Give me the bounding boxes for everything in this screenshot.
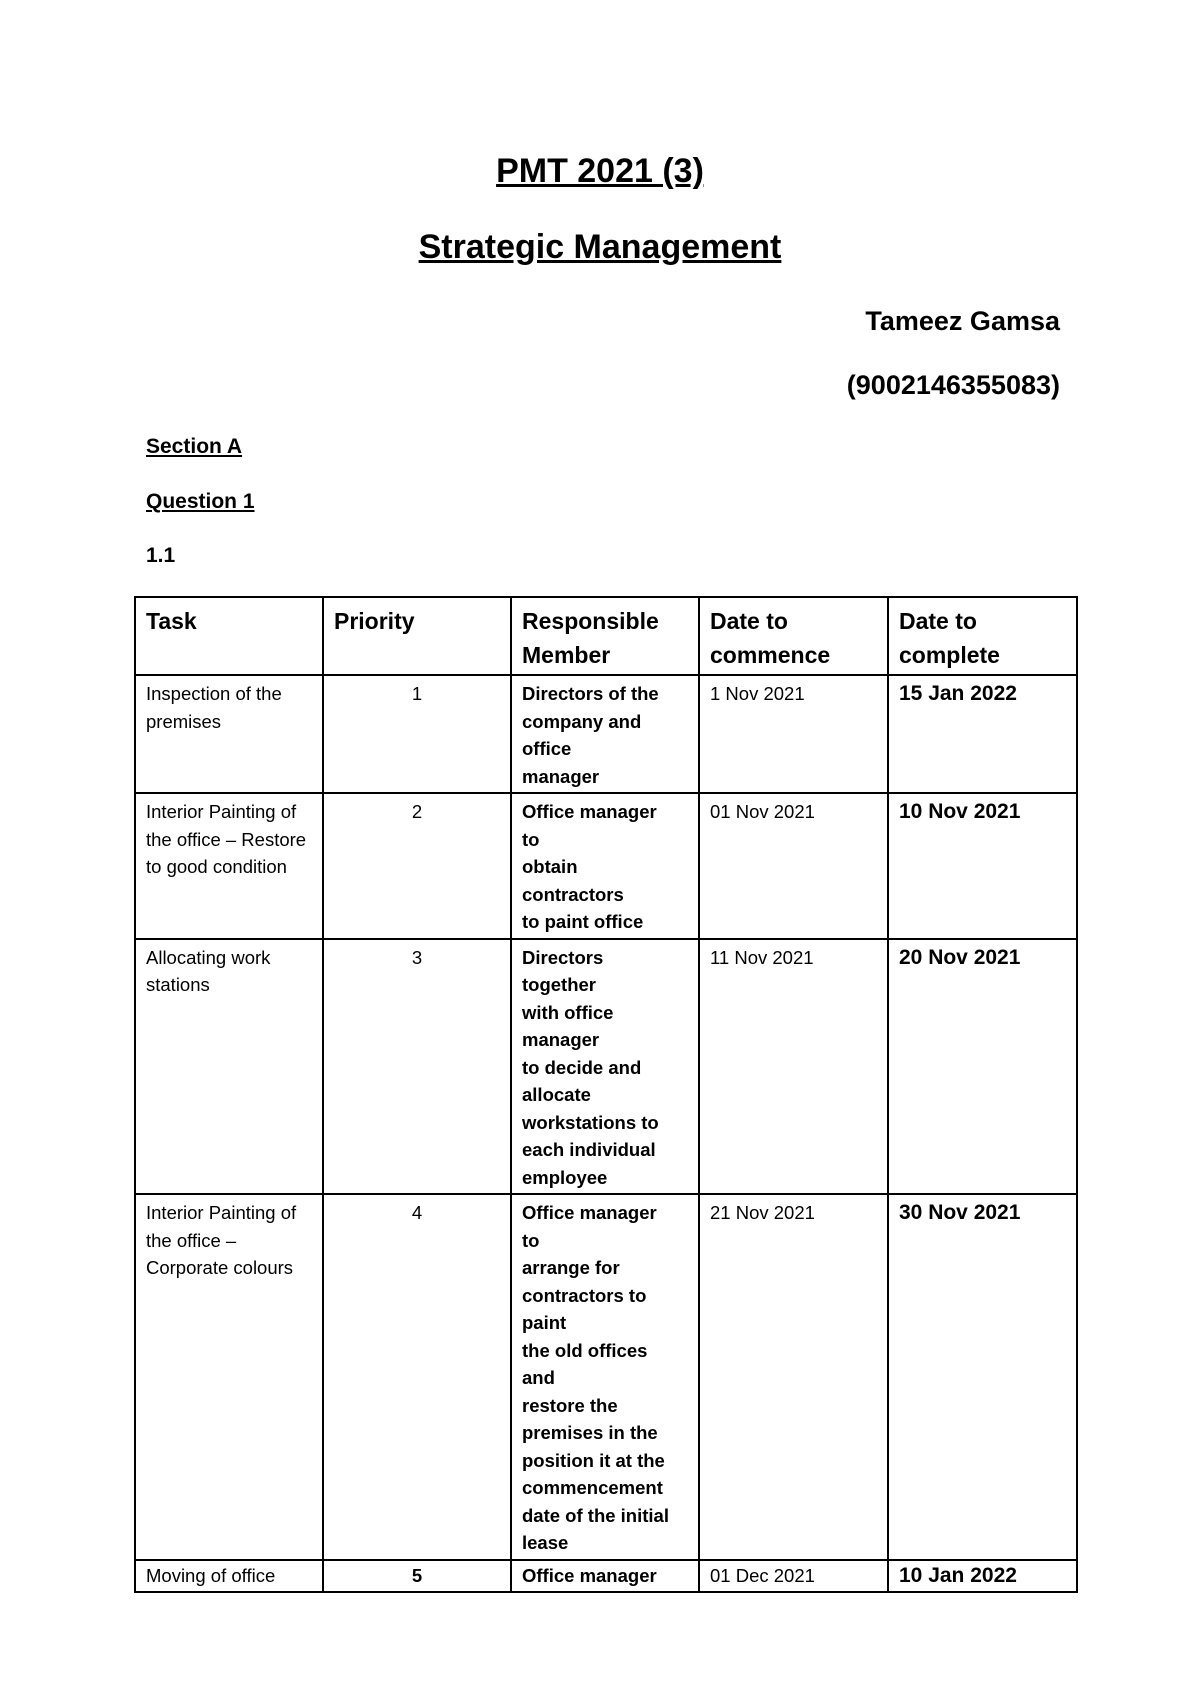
complete-cell: 15 Jan 2022 xyxy=(888,675,1077,793)
table-row xyxy=(135,939,1077,1195)
header-priority: Priority xyxy=(323,597,511,675)
responsible-cell: Directors together with office manager to decide and allocate workstations to each individual employee xyxy=(511,939,699,1195)
task-cell: Inspection of the premises xyxy=(135,675,323,793)
complete-cell: 10 Jan 2022 xyxy=(888,1560,1077,1593)
table-row xyxy=(135,675,1077,793)
author-name: Tameez Gamsa xyxy=(865,306,1060,336)
task-table xyxy=(134,596,1078,1593)
responsible-cell: Office manager xyxy=(511,1560,699,1593)
table-header-row xyxy=(135,597,1077,675)
complete-cell: 10 Nov 2021 xyxy=(888,793,1077,939)
priority-cell: 4 xyxy=(323,1194,511,1560)
task-cell: Interior Painting of the office – Restore to good condition xyxy=(135,793,323,939)
section-heading: Section A xyxy=(146,435,243,458)
table-row xyxy=(135,1194,1077,1560)
task-cell: Allocating work stations xyxy=(135,939,323,1195)
commence-cell: 01 Dec 2021 xyxy=(699,1560,888,1593)
commence-cell: 1 Nov 2021 xyxy=(699,675,888,793)
task-cell: Moving of office xyxy=(135,1560,323,1593)
responsible-cell: Office manager to obtain contractors to paint office xyxy=(511,793,699,939)
priority-cell: 5 xyxy=(323,1560,511,1593)
document-title: PMT 2021 (3) xyxy=(496,152,704,190)
responsible-cell: Office manager to arrange for contractors to paint the old offices and restore the premises in the position it at the commencement date of the initial lease xyxy=(511,1194,699,1560)
header-commence: Date to commence xyxy=(699,597,888,675)
complete-cell: 30 Nov 2021 xyxy=(888,1194,1077,1560)
commence-cell: 11 Nov 2021 xyxy=(699,939,888,1195)
header-complete: Date to complete xyxy=(888,597,1077,675)
priority-cell: 2 xyxy=(323,793,511,939)
task-cell: Interior Painting of the office – Corporate colours xyxy=(135,1194,323,1560)
document-subtitle: Strategic Management xyxy=(418,228,782,266)
complete-cell: 20 Nov 2021 xyxy=(888,939,1077,1195)
commence-cell: 21 Nov 2021 xyxy=(699,1194,888,1560)
commence-cell: 01 Nov 2021 xyxy=(699,793,888,939)
priority-cell: 1 xyxy=(323,675,511,793)
header-task: Task xyxy=(135,597,323,675)
question-heading: Question 1 xyxy=(146,490,255,513)
header-responsible: Responsible Member xyxy=(511,597,699,675)
table-row xyxy=(135,793,1077,939)
priority-cell: 3 xyxy=(323,939,511,1195)
responsible-cell: Directors of the company and office manager xyxy=(511,675,699,793)
subquestion-number: 1.1 xyxy=(146,544,176,567)
table-row xyxy=(135,1560,1077,1593)
student-number: (9002146355083) xyxy=(846,370,1060,400)
